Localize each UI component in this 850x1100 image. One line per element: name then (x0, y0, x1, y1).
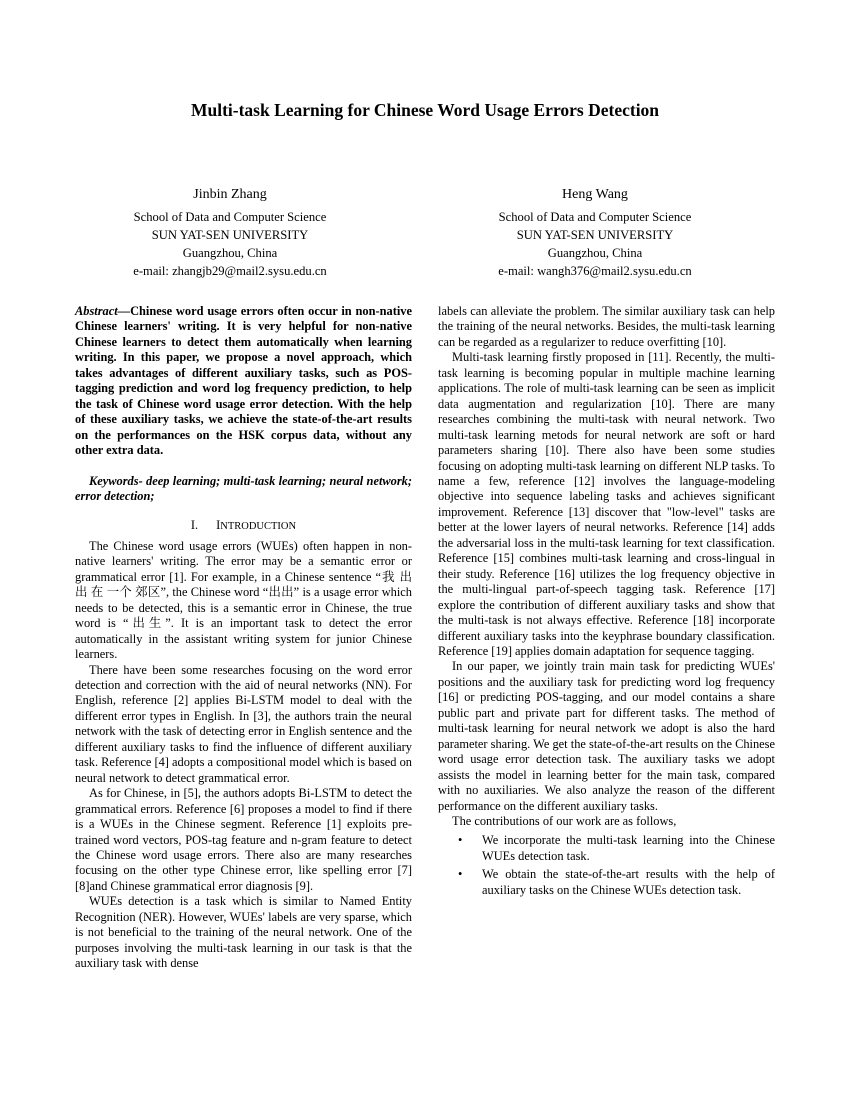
paragraph: There have been some researches focusing on the word error detection and correction with the aid of neural networks (NN). For English, reference [2] applies Bi-LSTM model to deal with the different error types in English. In [3], the authors train the neural network with the task of detecting error in English sentence and the different auxiliary tasks to find the influence of different auxiliary task. Reference [4] adopts a compositional model which is based on neural network to detect grammatical error. (75, 662, 412, 785)
paragraph: The Chinese word usage errors (WUEs) often happen in non-native learners' writing. The error may be a semantic error or grammatical error [1]. For example, in a Chinese sentence “我 出出 在 一个 郊区”, the Chinese word “出出” is a usage error which needs to be detected, this is a semantic error in Chinese, the true word is “出生”. It is an important task to detect the error automatically in the assistant writing system for junior Chinese learners. (75, 538, 412, 662)
author-city: Guangzhou, China (547, 246, 643, 260)
paragraph: labels can alleviate the problem. The similar auxiliary task can help the training of the neural networks. Besides, the multi-task learning can be regarded as a regularizer to reduce overfitting [10]. (438, 304, 775, 349)
list-item-text: We incorporate the multi-task learning into the Chinese WUEs detection task. (482, 833, 775, 863)
right-column (438, 304, 775, 901)
abstract (75, 304, 412, 459)
author-department: School of Data and Computer Science (498, 210, 692, 224)
author-block-2 (430, 186, 760, 280)
paragraph: As for Chinese, in [5], the authors adopts Bi-LSTM to detect the grammatical errors. Reference [6] proposes a model to find if there is a WUEs in the Chinese segment. Reference [1] exploits pre-trained word vectors, POS-tag feature and n-gram feature to detect the Chinese word usage errors. There also are many researches focusing on the other type Chinese error, like spelling error [7] [8]and Chinese grammatical error diagnosis [9]. (75, 786, 412, 893)
author-email: e-mail: wangh376@mail2.sysu.edu.cn (498, 264, 692, 278)
paragraph: The contributions of our work are as follows, (452, 813, 677, 828)
section-title-initial: I (216, 518, 221, 533)
left-column (75, 304, 412, 972)
paragraph: WUEs detection is a task which is similar to Named Entity Recognition (NER). However, WUEs' labels are very sparse, which is not beneficial to the training of the neural network. One of the purposes involving the multi-task learning in our task is that the auxiliary task with dense (75, 894, 412, 971)
section-heading-introduction (75, 518, 412, 534)
author-university: SUN YAT-SEN UNIVERSITY (516, 228, 674, 242)
author-department: School of Data and Computer Science (133, 210, 327, 224)
author-name: Jinbin Zhang (193, 187, 267, 202)
list-item (438, 867, 775, 898)
author-name: Heng Wang (562, 187, 628, 202)
paragraph: Multi-task learning firstly proposed in [11]. Recently, the multi-task learning is becoming popular in multiple machine learning applications. The role of multi-task learning can be seen as implicit data augmentation and regularization [10]. There are many researches combining the multi-task with neural network. Two multi-task learning metods for neural network are soft or hard parameters sharing [10]. There also have been some studies focusing on adopting multi-task learning on different NLP tasks. To name a few, reference [12] involves the language-modeling objective into sequence labeling tasks and achieves significant improvement. Reference [13] discover that "low-level" tasks are better at the lower layers of neural networks. Reference [14] adds the adversarial loss in the multi-task learning for text classification. Reference [15] combines multi-task learning and cross-lingual in their study. Reference [16] utilizes the log frequency objective in the multi-lingual part-of-speech tagging task. Reference [17] explore the contribution of different auxiliary tasks and show that the multi-task is not always effective. Reference [18] incorporate different auxiliary tasks into the keyphrase boundary classification. Reference [19] applies domain adaptation for sequence tagging. (438, 350, 775, 658)
section-number: I. (190, 518, 199, 533)
bullet-icon: • (458, 833, 463, 848)
section-title-rest: NTRODUCTION (220, 521, 297, 533)
contributions-list (438, 833, 775, 898)
bullet-icon: • (458, 867, 463, 882)
paper-title: Multi-task Learning for Chinese Word Usage Errors Detection (190, 100, 660, 120)
paragraph: In our paper, we jointly train main task for predicting WUEs' positions and the auxiliary task for predicting word log frequency [16] or predicting POS-tagging, and our model contains a share public part and private part for different tasks. The method of multi-task learning for neural network we adopt is also the hard parameter sharing. We get the state-of-the-art results on the Chinese word usage error detection task. The auxiliary tasks we adopt assists the model in learning better for the main task, compared with no auxiliaries. We also analyze the reason of the different performance on the different auxiliary tasks. (438, 659, 775, 813)
list-item-text: We obtain the state-of-the-art results with the help of auxiliary tasks on the Chinese WUEs detection task. (482, 867, 775, 897)
abstract-text: Chinese word usage errors often occur in non-native Chinese learners' writing. It is very helpful for non-native Chinese learners to detect them automatically when learning writing. In this paper, we propose a novel approach, which takes advantages of different auxiliary tasks, such as POS-tagging prediction and word log frequency prediction, to help the task of Chinese word usage error detection. With the help of these auxiliary tasks, we achieve the state-of-the-art results on the performances on the HSK corpus data, without any other extra data. (75, 304, 412, 458)
author-email: e-mail: zhangjb29@mail2.sysu.edu.cn (133, 264, 327, 278)
keywords: Keywords- deep learning; multi-task learning; neural network; error detection; (75, 473, 412, 503)
abstract-label: Abstract— (75, 304, 131, 318)
list-item (438, 833, 775, 864)
author-university: SUN YAT-SEN UNIVERSITY (151, 228, 309, 242)
author-block-1 (65, 186, 395, 280)
author-city: Guangzhou, China (182, 246, 278, 260)
